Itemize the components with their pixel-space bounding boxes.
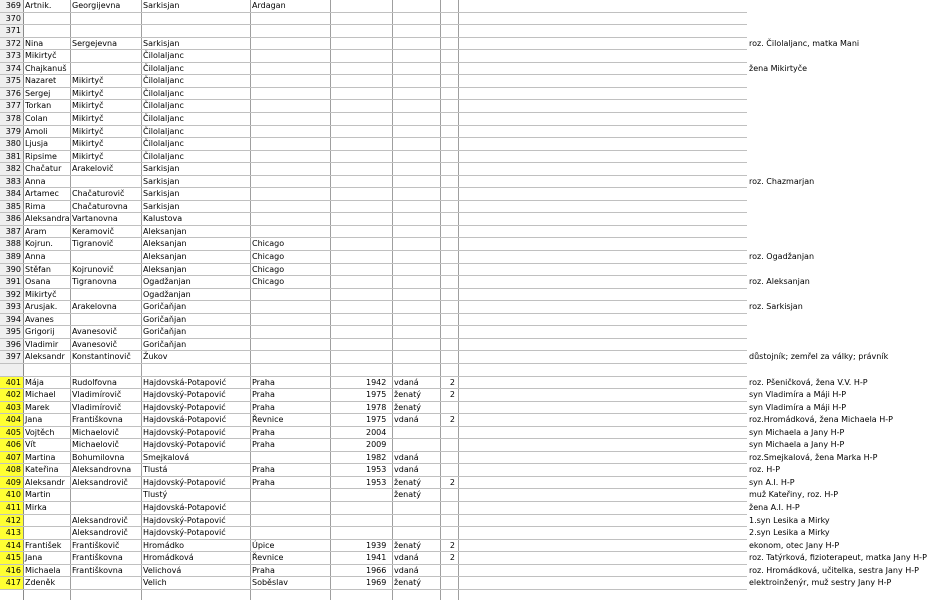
cell-first-name[interactable]: Marek [25, 402, 50, 412]
cell-note[interactable]: syn A.I. H-P [749, 477, 795, 487]
cell-place[interactable]: Praha [252, 565, 275, 575]
cell-note[interactable]: žena A.I. H-P [749, 503, 800, 512]
cell-patronymic[interactable]: Aleksandrovič [72, 477, 128, 487]
cell-note[interactable] [747, 151, 749, 164]
cell-note[interactable] [747, 25, 749, 38]
cell-birth-year[interactable]: 1953 [366, 465, 387, 475]
row-header[interactable]: 416 [0, 565, 23, 578]
cell-first-name[interactable]: Mikirtyč [25, 289, 57, 299]
cell-place[interactable]: Ardagan [252, 1, 286, 10]
row-header[interactable]: 389 [0, 251, 23, 264]
cell-note[interactable] [747, 238, 749, 251]
row-header[interactable]: 401 [0, 377, 23, 390]
cell-surname[interactable]: Sarkisjan [143, 189, 180, 199]
cell-surname[interactable]: Sarkisjan [143, 1, 180, 10]
cell-birth-year[interactable]: 1969 [366, 578, 387, 588]
cell-birth-year[interactable]: 1978 [366, 402, 387, 412]
row-header[interactable]: 373 [0, 50, 23, 63]
row-header[interactable]: 378 [0, 113, 23, 126]
cell-surname[interactable]: Tlustý [143, 490, 168, 500]
cell-surname[interactable]: Kalustova [143, 214, 183, 224]
cell-birth-year[interactable]: 1939 [366, 540, 387, 550]
cell-surname[interactable]: Aleksanjan [143, 226, 187, 236]
cell-first-name[interactable]: Martina [25, 452, 56, 462]
cell-first-name[interactable]: Anna [25, 176, 46, 186]
cell-surname[interactable]: Hajdovský-Potapović [143, 515, 226, 525]
cell-patronymic[interactable]: Chačaturovič [72, 189, 125, 199]
cell-patronymic[interactable]: Mikirtyč [72, 151, 104, 161]
cell-note[interactable] [747, 13, 749, 26]
cell-birth-year[interactable]: 1953 [366, 477, 387, 487]
cell-note[interactable] [747, 339, 749, 352]
cell-first-name[interactable]: Mikirtyč [25, 51, 57, 61]
cell-note[interactable] [747, 226, 749, 239]
cell-patronymic[interactable]: Vladimírovič [72, 390, 122, 400]
cell-surname[interactable]: Čilolaljanc [143, 88, 184, 98]
cell-first-name[interactable]: Vít [25, 440, 36, 450]
cell-birth-year[interactable]: 1975 [366, 390, 387, 400]
cell-patronymic[interactable]: Arakelovna [72, 302, 117, 312]
cell-marital-status[interactable]: vdaná [394, 377, 419, 387]
row-header[interactable]: 376 [0, 88, 23, 101]
cell-children[interactable]: 2 [449, 377, 455, 387]
cell-surname[interactable]: Hajdovská-Potapović [143, 503, 227, 512]
cell-surname[interactable]: Hajdovský-Potapović [143, 427, 226, 437]
cell-surname[interactable]: Hajdovský-Potapović [143, 390, 226, 400]
cell-patronymic[interactable]: Kojrunovič [72, 264, 114, 274]
cell-first-name[interactable]: Sergej [25, 88, 51, 98]
cell-note[interactable] [747, 0, 749, 13]
cell-surname[interactable]: Goričaňjan [143, 302, 187, 312]
cell-patronymic[interactable]: Konstantinovič [72, 352, 131, 362]
row-header[interactable]: 393 [0, 301, 23, 314]
cell-patronymic[interactable]: Tigranovič [72, 239, 114, 249]
cell-surname[interactable]: Čilolaljanc [143, 151, 184, 161]
cell-surname[interactable]: Goričaňjan [143, 339, 187, 349]
cell-surname[interactable]: Hajdovská-Potapović [143, 377, 227, 387]
row-header[interactable]: 417 [0, 577, 23, 590]
cell-note[interactable] [747, 100, 749, 113]
cell-first-name[interactable]: Jana [25, 553, 43, 563]
cell-children[interactable]: 2 [449, 540, 455, 550]
cell-first-name[interactable]: Artnik. [25, 1, 52, 10]
cell-place[interactable]: Řevnice [252, 553, 284, 563]
row-header[interactable]: 409 [0, 477, 23, 490]
cell-surname[interactable]: Velichová [143, 565, 182, 575]
cell-patronymic[interactable]: Mikirtyč [72, 139, 104, 149]
cell-place[interactable]: Chicago [252, 264, 285, 274]
cell-patronymic[interactable]: Františkovna [72, 415, 123, 425]
cell-note[interactable]: 1.syn Lesika a Mirky [749, 515, 830, 525]
cell-children[interactable]: 2 [449, 415, 455, 425]
row-header[interactable]: 392 [0, 289, 23, 302]
cell-patronymic[interactable]: Mikirtyč [72, 101, 104, 111]
cell-note[interactable]: roz.Smejkalová, žena Marka H-P [749, 452, 878, 462]
cell-surname[interactable]: Hajdovský-Potapović [143, 477, 226, 487]
cell-note[interactable]: důstojník; zemřel za války; právník [749, 352, 889, 362]
cell-note[interactable]: syn Michaela a Jany H-P [749, 427, 845, 437]
cell-first-name[interactable]: Martin [25, 490, 51, 500]
cell-place[interactable]: Praha [252, 377, 275, 387]
row-header[interactable]: 412 [0, 515, 23, 528]
cell-first-name[interactable]: Nazaret [25, 76, 57, 86]
cell-surname[interactable]: Ogadžanjan [143, 289, 191, 299]
cell-surname[interactable]: Čilolaljanc [143, 51, 184, 61]
cell-place[interactable]: Soběslav [252, 578, 288, 588]
cell-surname[interactable]: Sarkisjan [143, 176, 180, 186]
cell-note[interactable]: syn Michaela a Jany H-P [749, 440, 845, 450]
cell-patronymic[interactable]: Vartanovna [72, 214, 118, 224]
cell-surname[interactable]: Čilolaljanc [143, 101, 184, 111]
cell-surname[interactable]: Velich [143, 578, 167, 588]
cell-first-name[interactable]: Mirka [25, 503, 47, 512]
cell-note[interactable]: elektroinženýr, muž sestry Jany H-P [749, 578, 892, 588]
cell-surname[interactable]: Sarkisjan [143, 164, 180, 174]
cell-first-name[interactable]: Jana [25, 415, 43, 425]
cell-note[interactable] [747, 289, 749, 302]
cell-place[interactable]: Řevnice [252, 415, 284, 425]
cell-patronymic[interactable]: Bohumilovna [72, 452, 125, 462]
cell-marital-status[interactable]: ženatý [394, 390, 421, 400]
cell-note[interactable]: syn Vladimíra a Máji H-P [749, 390, 847, 400]
row-header[interactable]: 385 [0, 201, 23, 214]
cell-note[interactable] [747, 201, 749, 214]
cell-first-name[interactable]: Avanes [25, 314, 54, 324]
row-header[interactable]: 382 [0, 163, 23, 176]
cell-first-name[interactable]: Artamec [25, 189, 59, 199]
cell-marital-status[interactable]: vdaná [394, 565, 419, 575]
cell-patronymic[interactable]: Arakelovič [72, 164, 114, 174]
cell-first-name[interactable]: Zdeněk [25, 578, 56, 588]
row-header[interactable]: 380 [0, 138, 23, 151]
row-header[interactable]: 386 [0, 213, 23, 226]
cell-surname[interactable]: Tlustá [143, 465, 168, 475]
row-header[interactable]: 381 [0, 151, 23, 164]
row-header[interactable]: 379 [0, 126, 23, 139]
cell-first-name[interactable]: Vojtěch [25, 427, 55, 437]
cell-surname[interactable]: Hajdovská-Potapović [143, 415, 227, 425]
cell-note[interactable]: roz. Tatýrková, fizioterapeut, matka Jany H-P [749, 553, 927, 563]
cell-marital-status[interactable]: ženatý [394, 402, 421, 412]
cell-surname[interactable]: Hajdovský-Potapović [143, 440, 226, 450]
cell-patronymic[interactable]: Tigranovna [72, 277, 117, 287]
cell-first-name[interactable]: Nina [25, 38, 44, 48]
row-header[interactable]: 415 [0, 552, 23, 565]
cell-place[interactable]: Chicago [252, 277, 285, 287]
row-header[interactable]: 407 [0, 452, 23, 465]
cell-surname[interactable]: Čilolaljanc [143, 139, 184, 149]
cell-surname[interactable]: Hajdovský-Potapović [143, 528, 226, 538]
cell-marital-status[interactable]: vdaná [394, 452, 419, 462]
cell-note[interactable]: roz.Hromádková, žena Michaela H-P [749, 415, 893, 425]
cell-patronymic[interactable]: Aleksandrovič [72, 528, 128, 538]
cell-patronymic[interactable]: Františkovič [72, 540, 120, 550]
cell-note[interactable] [747, 75, 749, 88]
cell-patronymic[interactable]: Mikirtyč [72, 76, 104, 86]
cell-first-name[interactable]: Ripsime [25, 151, 57, 161]
cell-patronymic[interactable]: Františkovna [72, 553, 123, 563]
cell-patronymic[interactable]: Mikirtyč [72, 113, 104, 123]
cell-first-name[interactable]: Michaela [25, 565, 61, 575]
row-header[interactable]: 402 [0, 389, 23, 402]
row-header[interactable]: 369 [0, 0, 23, 13]
row-header[interactable]: 390 [0, 264, 23, 277]
cell-patronymic[interactable]: Michaelovič [72, 427, 119, 437]
cell-note[interactable] [747, 326, 749, 339]
cell-note[interactable] [747, 188, 749, 201]
cell-note[interactable] [747, 213, 749, 226]
cell-surname[interactable]: Žukov [143, 352, 168, 362]
cell-marital-status[interactable]: ženatý [394, 477, 421, 487]
cell-first-name[interactable]: Aram [25, 226, 47, 236]
cell-first-name[interactable]: Kojrun. [25, 239, 53, 249]
cell-surname[interactable]: Ogadžanjan [143, 277, 191, 287]
cell-surname[interactable]: Sarkisjan [143, 38, 180, 48]
cell-first-name[interactable]: Torkan [25, 101, 52, 111]
row-header[interactable]: 406 [0, 439, 23, 452]
cell-first-name[interactable]: Osana [25, 277, 51, 287]
cell-place[interactable]: Chicago [252, 252, 285, 261]
cell-note[interactable]: 2.syn Lesika a Mirky [749, 528, 830, 538]
cell-surname[interactable]: Sarkisjan [143, 201, 180, 211]
cell-surname[interactable]: Hromádková [143, 553, 194, 563]
cell-surname[interactable]: Čilolaljanc [143, 76, 184, 86]
row-header[interactable]: 384 [0, 188, 23, 201]
cell-birth-year[interactable]: 1982 [366, 452, 387, 462]
cell-patronymic[interactable]: Sergejevna [72, 38, 117, 48]
cell-first-name[interactable]: Amoli [25, 126, 48, 136]
cell-patronymic[interactable]: Aleksandrovna [72, 465, 132, 475]
row-header[interactable]: 405 [0, 427, 23, 440]
cell-marital-status[interactable]: vdaná [394, 553, 419, 563]
cell-birth-year[interactable]: 1942 [366, 377, 387, 387]
cell-first-name[interactable]: Chačatur [25, 164, 62, 174]
cell-note[interactable]: roz. Čilolaljanc, matka Mani [749, 38, 860, 48]
cell-note[interactable]: roz. Ogadžanjan [749, 252, 815, 261]
cell-place[interactable]: Praha [252, 427, 275, 437]
cell-surname[interactable]: Hromádko [143, 540, 185, 550]
cell-note[interactable]: žena Mikirtyče [749, 63, 808, 73]
cell-note[interactable] [747, 88, 749, 101]
cell-marital-status[interactable]: ženatý [394, 540, 421, 550]
row-header[interactable]: 403 [0, 402, 23, 415]
cell-birth-year[interactable]: 1966 [366, 565, 387, 575]
cell-first-name[interactable]: František [25, 540, 62, 550]
row-header[interactable]: 410 [0, 489, 23, 502]
cell-patronymic[interactable]: Michaelovič [72, 440, 119, 450]
row-header[interactable]: 387 [0, 226, 23, 239]
row-header[interactable]: 404 [0, 414, 23, 427]
cell-first-name[interactable]: Stěfan [25, 264, 51, 274]
cell-surname[interactable]: Hajdovský-Potapović [143, 402, 226, 412]
cell-children[interactable]: 2 [449, 390, 455, 400]
cell-note[interactable]: roz. Chazmarjan [749, 176, 815, 186]
cell-note[interactable] [747, 264, 749, 277]
cell-marital-status[interactable]: vdaná [394, 465, 419, 475]
cell-birth-year[interactable]: 2009 [366, 440, 387, 450]
cell-first-name[interactable]: Vladimir [25, 339, 59, 349]
row-header[interactable]: 371 [0, 25, 23, 38]
cell-place[interactable]: Úpice [252, 540, 275, 550]
row-header[interactable]: 377 [0, 100, 23, 113]
row-header[interactable]: 395 [0, 326, 23, 339]
cell-marital-status[interactable]: ženatý [394, 490, 421, 500]
cell-patronymic[interactable]: Avanesovič [72, 327, 118, 337]
cell-place[interactable]: Praha [252, 402, 275, 412]
cell-first-name[interactable]: Grigorij [25, 327, 55, 337]
cell-note[interactable]: muž Kateřiny, roz. H-P [749, 490, 839, 500]
cell-marital-status[interactable]: ženatý [394, 578, 421, 588]
cell-place[interactable]: Praha [252, 477, 275, 487]
cell-surname[interactable]: Čilolaljanc [143, 113, 184, 123]
cell-surname[interactable]: Goričaňjan [143, 314, 187, 324]
cell-note[interactable] [747, 364, 749, 377]
row-header[interactable]: 388 [0, 238, 23, 251]
cell-first-name[interactable]: Colan [25, 113, 48, 123]
cell-first-name[interactable]: Aleksandr [25, 477, 65, 487]
grid-row-line [0, 589, 747, 590]
cell-note[interactable] [747, 163, 749, 176]
cell-birth-year[interactable]: 2004 [366, 427, 387, 437]
cell-place[interactable]: Chicago [252, 239, 285, 249]
cell-first-name[interactable]: Kateřina [25, 465, 59, 475]
cell-note[interactable]: roz. Aleksanjan [749, 277, 810, 287]
cell-patronymic[interactable]: Aleksandrovič [72, 515, 128, 525]
cell-first-name[interactable]: Chajkanuš [25, 63, 67, 73]
cell-note[interactable]: roz. Pšeničková, žena V.V. H-P [749, 377, 868, 387]
cell-patronymic[interactable]: Mikirtyč [72, 126, 104, 136]
cell-surname[interactable]: Aleksanjan [143, 264, 187, 274]
cell-first-name[interactable]: Aleksandr [25, 352, 65, 362]
row-header[interactable]: 414 [0, 540, 23, 553]
cell-surname[interactable]: Aleksanjan [143, 252, 187, 261]
cell-note[interactable] [747, 113, 749, 126]
row-header[interactable]: 397 [0, 351, 23, 364]
row-header[interactable]: 413 [0, 527, 23, 540]
row-header[interactable]: 375 [0, 75, 23, 88]
cell-first-name[interactable]: Anna [25, 252, 46, 261]
row-header[interactable]: 394 [0, 314, 23, 327]
cell-birth-year[interactable]: 1941 [366, 553, 387, 563]
cell-note[interactable]: ekonom, otec Jany H-P [749, 540, 840, 550]
row-header[interactable]: 411 [0, 502, 23, 515]
cell-patronymic[interactable]: Mikirtyč [72, 88, 104, 98]
cell-first-name[interactable]: Mája [25, 377, 44, 387]
cell-note[interactable]: syn Vladimíra a Máji H-P [749, 402, 847, 412]
cell-surname[interactable]: Čilolaljanc [143, 126, 184, 136]
row-header[interactable]: 372 [0, 38, 23, 51]
row-header[interactable]: 408 [0, 464, 23, 477]
cell-first-name[interactable]: Rima [25, 201, 46, 211]
cell-note[interactable] [747, 50, 749, 63]
cell-surname[interactable]: Smejkalová [143, 452, 190, 462]
cell-marital-status[interactable]: vdaná [394, 415, 419, 425]
cell-birth-year[interactable]: 1975 [366, 415, 387, 425]
cell-patronymic[interactable]: Rudolfovna [72, 377, 117, 387]
cell-place[interactable]: Praha [252, 465, 275, 475]
cell-first-name[interactable]: Michael [25, 390, 56, 400]
cell-patronymic[interactable]: Chačaturovna [72, 201, 128, 211]
cell-first-name[interactable]: Aleksandra [25, 214, 70, 224]
row-header[interactable]: 383 [0, 176, 23, 189]
cell-patronymic[interactable]: Avanesovič [72, 339, 118, 349]
row-header[interactable]: 370 [0, 13, 23, 26]
row-header[interactable]: 396 [0, 339, 23, 352]
row-header[interactable]: 374 [0, 63, 23, 76]
cell-surname[interactable]: Aleksanjan [143, 239, 187, 249]
cell-first-name[interactable]: Ljusja [25, 139, 49, 149]
cell-children[interactable]: 2 [449, 553, 455, 563]
cell-surname[interactable]: Čilolaljanc [143, 63, 184, 73]
cell-note[interactable]: roz. H-P [749, 465, 781, 475]
cell-patronymic[interactable]: Keramovič [72, 226, 115, 236]
cell-note[interactable] [747, 126, 749, 139]
cell-patronymic[interactable]: Františkovna [72, 565, 123, 575]
cell-place[interactable]: Praha [252, 440, 275, 450]
cell-surname[interactable]: Goričaňjan [143, 327, 187, 337]
cell-patronymic[interactable]: Vladimírovič [72, 402, 122, 412]
cell-note[interactable] [747, 138, 749, 151]
cell-children[interactable]: 2 [449, 477, 455, 487]
cell-note[interactable] [747, 314, 749, 327]
row-header[interactable]: 391 [0, 276, 23, 289]
cell-note[interactable]: roz. Hromádková, učitelka, sestra Jany H-P [749, 565, 919, 575]
cell-first-name[interactable]: Arusjak. [25, 302, 58, 312]
cell-patronymic[interactable]: Georgijevna [72, 1, 121, 10]
cell-place[interactable]: Praha [252, 390, 275, 400]
cell-note[interactable]: roz. Sarkisjan [749, 302, 803, 312]
